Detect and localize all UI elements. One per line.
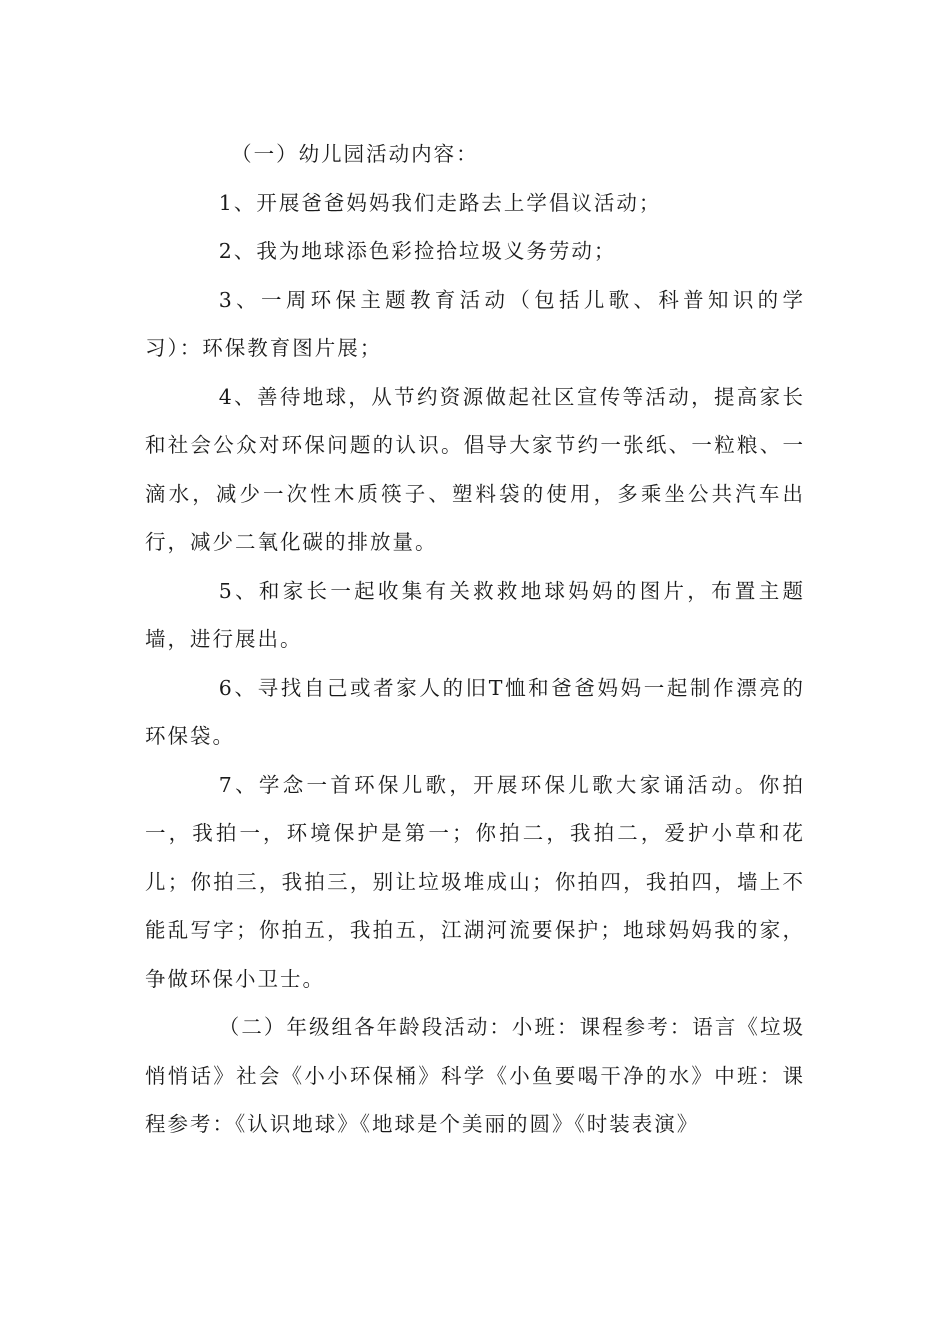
list-item-3: 3、一周环保主题教育活动（包括儿歌、科普知识的学习）：环保教育图片展； [145, 287, 805, 360]
list-item-7: 7、学念一首环保儿歌，开展环保儿歌大家诵活动。你拍一，我拍一，环境保护是第一；你拍二，我拍二，爱护小草和花儿；你拍三，我拍三，别让垃圾堆成山；你拍四，我拍四，墙上不能乱写字；你拍五，我拍五，江湖河流要保护；地球妈妈我的家，争做环保小卫士。 [145, 772, 805, 991]
section-heading-grade-groups: （二）年级组各年龄段活动：小班：课程参考：语言《垃圾悄悄话》社会《小小环保桶》科学《小鱼要喝干净的水》中班：课程参考：《认识地球》《地球是个美丽的圆》《时装表演》 [145, 1015, 805, 1136]
document-body [145, 130, 805, 1149]
list-item-4: 4、善待地球，从节约资源做起社区宣传等活动，提高家长和社会公众对环保问题的认识。倡导大家节约一张纸、一粒粮、一滴水，减少一次性木质筷子、塑料袋的使用，多乘坐公共汽车出行，减少二氧化碳的排放量。 [145, 384, 805, 554]
list-item-5: 5、和家长一起收集有关救救地球妈妈的图片，布置主题墙，进行展出。 [145, 578, 805, 651]
list-item-6: 6、寻找自己或者家人的旧T恤和爸爸妈妈一起制作漂亮的环保袋。 [145, 675, 805, 748]
list-item-2: 2、我为地球添色彩捡拾垃圾义务劳动； [218, 239, 617, 263]
list-item-1: 1、开展爸爸妈妈我们走路去上学倡议活动； [218, 190, 662, 215]
section-heading-kindergarten: （一）幼儿园活动内容： [231, 142, 479, 166]
